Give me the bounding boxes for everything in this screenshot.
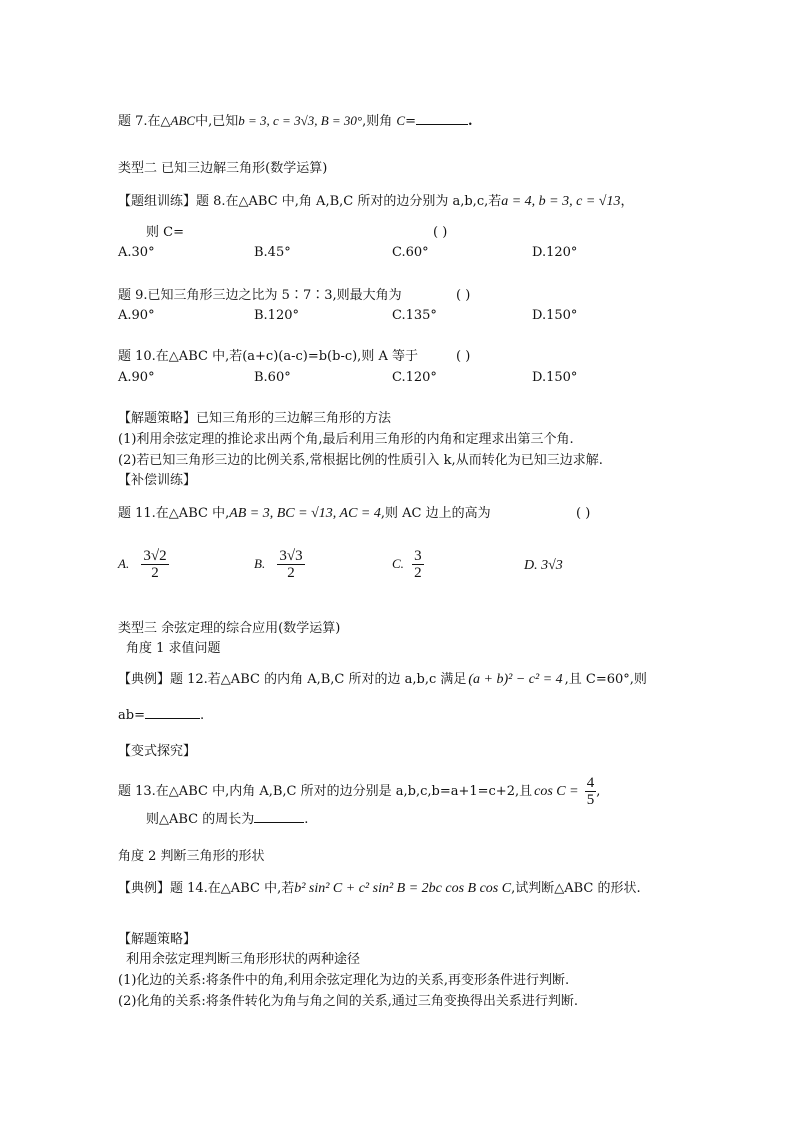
q8-math: a = 4, b = 3, c = √13: [501, 194, 621, 209]
question-12: [118, 671, 647, 689]
q11-option-c-denominator: 2: [414, 565, 422, 581]
q9-answer-paren[interactable]: ( ): [456, 288, 471, 303]
q7-var: C: [396, 113, 406, 128]
q7-abc: ABC: [170, 113, 196, 128]
q8-answer-paren[interactable]: ( ): [433, 225, 448, 240]
q10-answer-paren[interactable]: ( ): [456, 349, 471, 364]
strategy-1-line-1: (1)利用余弦定理的推论求出两个角,最后利用三角形的内角和定理求出第三个角.: [118, 432, 574, 447]
q13-fraction: [585, 775, 597, 808]
question-13: [118, 775, 600, 808]
strategy-2-subtitle: 利用余弦定理判断三角形形状的两种途径: [126, 952, 361, 967]
q10-option-d[interactable]: D.150°: [532, 370, 578, 385]
q9-option-d[interactable]: D.150°: [532, 308, 578, 323]
q7-text-d: =: [405, 114, 416, 129]
question-13-line2: [146, 808, 308, 829]
q13-answer-blank[interactable]: [254, 808, 304, 823]
question-9: 题 9.已知三角形三边之比为 5∶7∶3,则最大角为: [118, 288, 402, 303]
q11-option-a-fraction: [141, 548, 168, 581]
q12-math: (a + b)² − c² = 4: [468, 672, 563, 687]
question-14: [118, 880, 641, 898]
q8-option-b[interactable]: B.45°: [254, 245, 291, 260]
q8-option-a[interactable]: A.30°: [118, 245, 155, 260]
q11-text-b: ,则 AC 边上的高为: [380, 506, 491, 521]
q9-option-b[interactable]: B.120°: [254, 308, 299, 323]
compensation-training-title: 【补偿训练】: [118, 473, 197, 488]
q11-option-b-label: B.: [254, 556, 266, 571]
q10-option-c[interactable]: C.120°: [392, 370, 437, 385]
q7-end: .: [467, 114, 473, 129]
q13-math: cos C =: [534, 784, 579, 799]
q13-end: .: [304, 812, 309, 827]
q11-math: AB = 3, BC = √13, AC = 4: [229, 506, 381, 521]
question-10: 题 10.在△ABC 中,若(a+c)(a-c)=b(b-c),则 A 等于: [118, 349, 418, 364]
q11-option-d-text: D. 3√3: [524, 558, 563, 573]
q12-answer-blank[interactable]: [145, 704, 200, 719]
q7-math: b = 3, c = 3√3, B = 30°: [238, 113, 363, 128]
section-type-2-title: 类型二 已知三边解三角形(数学运算): [118, 161, 328, 176]
q11-option-c-numerator: 3: [414, 548, 422, 564]
variant-explore-title: 【变式探究】: [118, 744, 197, 759]
q14-math: b² sin² C + c² sin² B = 2bc cos B cos C: [294, 881, 512, 896]
question-11: [118, 505, 491, 523]
question-8-line1: [118, 193, 634, 211]
q9-option-a[interactable]: A.90°: [118, 308, 155, 323]
q13-line2-text: 则△ABC 的周长为: [146, 812, 255, 827]
question-8-line2: 则 C=: [146, 225, 184, 240]
q7-text-c: ,则角: [362, 114, 397, 129]
q11-option-b-denominator: 2: [287, 565, 295, 581]
q11-option-b-numerator: 3√3: [279, 548, 303, 564]
q13-denominator: 5: [586, 792, 595, 808]
q11-option-a-numerator: 3√2: [143, 548, 167, 564]
q7-text-b: 中,已知: [195, 114, 239, 129]
q7-text-a: 在△: [147, 114, 171, 129]
q11-option-a-label: A.: [118, 556, 130, 571]
q8-option-c[interactable]: C.60°: [392, 245, 429, 260]
q14-text-b: ,试判断△ABC 的形状.: [511, 881, 641, 896]
q11-option-b[interactable]: [254, 548, 305, 581]
q14-text-a: 【典例】题 14.在△ABC 中,若: [118, 881, 295, 896]
q11-text-a: 题 11.在△ABC 中,: [118, 506, 230, 521]
q7-number: 题 7.: [118, 114, 148, 129]
strategy-1-title: 【解题策略】已知三角形的三边解三角形的方法: [118, 411, 392, 426]
q11-option-d[interactable]: [524, 556, 563, 575]
q11-option-c[interactable]: [392, 548, 424, 581]
section-type-3-title: 类型三 余弦定理的综合应用(数学运算): [118, 621, 341, 636]
q11-option-c-label: C.: [392, 556, 404, 571]
q7-answer-blank[interactable]: [416, 110, 468, 125]
angle-2-title: 角度 2 判断三角形的形状: [118, 849, 265, 864]
q12-text-a: 【典例】题 12.若△ABC 的内角 A,B,C 所对的边 a,b,c 满足: [118, 672, 467, 687]
q8-option-d[interactable]: D.120°: [532, 245, 578, 260]
q11-option-c-fraction: [412, 548, 424, 581]
q11-answer-paren[interactable]: ( ): [576, 506, 591, 521]
q12-end: .: [199, 708, 205, 723]
strategy-1-line-2: (2)若已知三角形三边的比例关系,常根据比例的性质引入 k,从而转化为已知三边求解.: [118, 453, 603, 468]
q10-option-b[interactable]: B.60°: [254, 370, 291, 385]
q9-option-c[interactable]: C.135°: [392, 308, 437, 323]
q13-comma: ,: [596, 784, 601, 799]
q13-text: 题 13.在△ABC 中,内角 A,B,C 所对的边分别是 a,b,c,b=a+1=c+2,且: [118, 784, 533, 799]
q13-numerator: 4: [586, 775, 595, 791]
strategy-2-title: 【解题策略】: [118, 932, 197, 947]
q8-comma: ，: [620, 194, 634, 209]
q11-option-a[interactable]: [118, 548, 169, 581]
q11-option-b-fraction: [277, 548, 304, 581]
q11-option-a-denominator: 2: [151, 565, 159, 581]
strategy-2-line-2: (2)化角的关系:将条件转化为角与角之间的关系,通过三角变换得出关系进行判断.: [118, 994, 579, 1009]
angle-1-title: 角度 1 求值问题: [126, 641, 221, 656]
q12-text-b: ,且 C=60°,则: [564, 672, 647, 687]
question-7: [118, 110, 473, 131]
q10-option-a[interactable]: A.90°: [118, 370, 155, 385]
question-12-line2: [118, 704, 204, 725]
q8-text: 【题组训练】题 8.在△ABC 中,角 A,B,C 所对的边分别为 a,b,c,若: [118, 194, 502, 209]
q12-line2-text: ab=: [118, 708, 145, 723]
strategy-2-line-1: (1)化边的关系:将条件中的角,利用余弦定理化为边的关系,再变形条件进行判断.: [118, 973, 570, 988]
